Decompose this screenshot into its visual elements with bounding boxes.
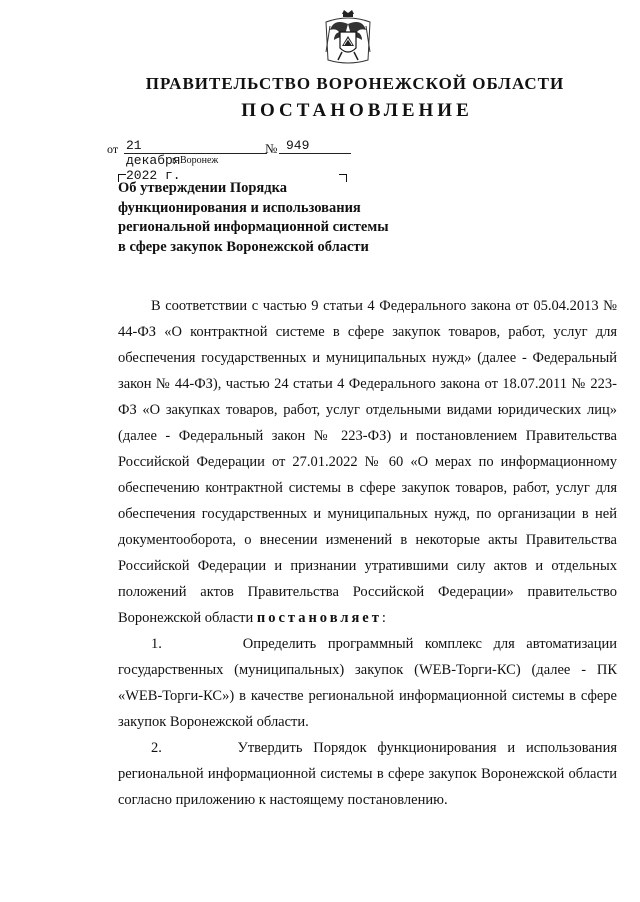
preamble-paragraph [118,293,617,631]
title-line: функционирования и использования [118,199,361,216]
title-line: Об утверждении Порядка [118,180,287,196]
coat-of-arms-icon [322,8,374,68]
item-number: 1. [151,636,162,652]
document-number: 949 [286,138,310,153]
document-type: ПОСТАНОВЛЕНИЕ [241,100,473,121]
document-city: г. Воронеж [172,155,219,166]
organization-name: ПРАВИТЕЛЬСТВО ВОРОНЕЖСКОЙ ОБЛАСТИ [145,74,565,93]
date-label: от [107,142,119,156]
document-title [118,179,448,257]
preamble-text: В соответствии с частью 9 статьи 4 Федерального закона от 05.04.2013 № 44-ФЗ «О контрактной системе в сфере закупок товаров, работ, услуг для обеспечения государственных и муниципальных нужд» (далее - Федеральный закон № 44-ФЗ), частью 24 статьи 4 Федерального закона от 18.07.2011 № 223-ФЗ «О закупках товаров, работ, услуг отдельными видами юридических лиц» (далее - Федеральный закон № 223-ФЗ) и постановлением Правительства Российской Федерации от 27.01.2022 № 60 «О мерах по информационному обеспечению контрактной системы в сфере закупок товаров, работ, услуг для обеспечения государственных и муниципальных нужд, по организации в ней документооборота, о внесении изменений в некоторые акты Правительства Российской Федерации и признании утратившими силу актов и отдельных положений актов Правительства Российской Федерации» правительство Воронежской области [118,298,617,626]
item-text: Утвердить Порядок функционирования и использования региональной информационной системы в сфере закупок Воронежской области согласно приложению к настоящему постановлению. [118,740,617,808]
document-date: 21 декабря 2022 г. [126,138,181,183]
item-text: Определить программный комплекс для автоматизации государственных (муниципальных) закупок (WEB-Торги-КС) (далее - ПК «WEB-Торги-КС») в качестве региональной информационной системы в сфере закупок Воронежской области. [118,636,618,730]
number-underline [279,153,351,154]
number-label: № [265,141,278,156]
title-line: в сфере закупок Воронежской области [118,238,369,255]
item-number: 2. [151,740,162,756]
title-line: региональной информационной системы [118,219,389,235]
date-underline [124,153,267,154]
list-item [118,735,617,813]
resolves-word: постановляет [256,610,382,626]
resolves-colon: : [381,610,386,626]
list-item [118,631,617,735]
document-body [118,293,617,813]
